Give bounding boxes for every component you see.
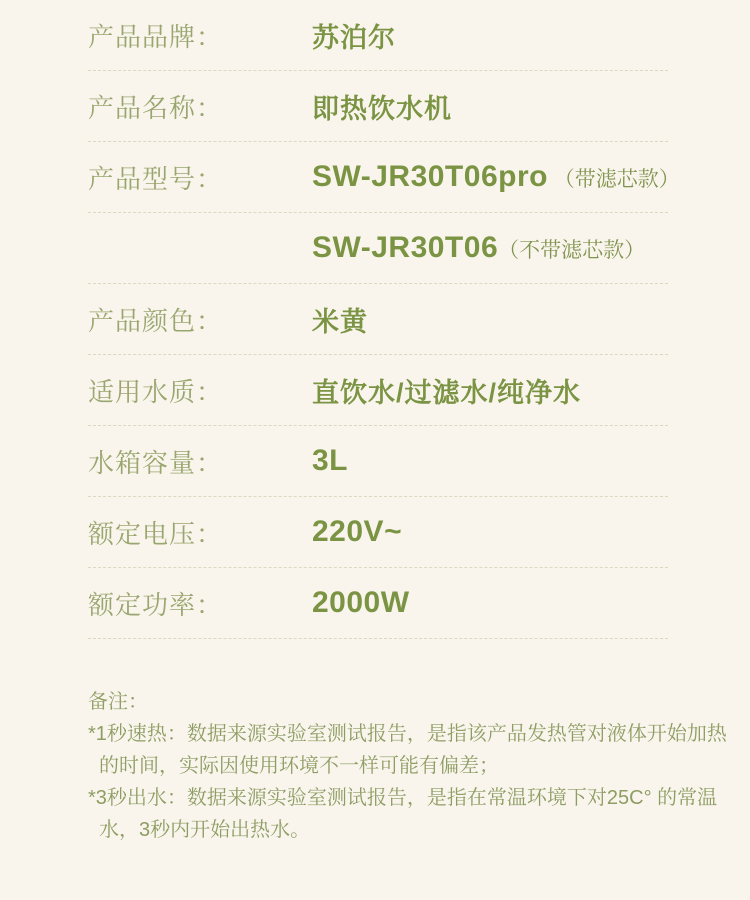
notes-title: 备注： — [88, 691, 148, 713]
spec-label-color: 产品颜色： — [88, 305, 224, 336]
spec-row-name — [88, 71, 668, 142]
notes-section — [88, 686, 727, 846]
spec-label-tank-capacity: 水箱容量： — [88, 447, 224, 478]
spec-value-water-type: 直饮水/过滤水/纯净水 — [312, 377, 582, 408]
spec-label-power: 额定功率： — [88, 589, 224, 620]
spec-value-model-1 — [312, 160, 680, 194]
spec-label-model: 产品型号： — [88, 163, 224, 194]
spec-label-name: 产品名称： — [88, 92, 224, 123]
spec-row-model-1 — [88, 142, 680, 213]
spec-row-tank-capacity — [88, 426, 668, 497]
model-number-2: SW-JR30T06 — [312, 231, 499, 264]
spec-value-name: 即热饮水机 — [312, 93, 452, 124]
spec-row-power — [88, 568, 668, 639]
spec-value-color: 米黄 — [312, 306, 368, 337]
spec-label-brand: 产品品牌： — [88, 21, 224, 52]
spec-row-color — [88, 284, 668, 355]
note-line-1: *1秒速热：数据来源实验室测试报告，是指该产品发热管对液体开始加热 — [88, 723, 727, 745]
spec-row-water-type — [88, 355, 668, 426]
model-number-1: SW-JR30T06pro — [312, 160, 548, 193]
spec-label-voltage: 额定电压： — [88, 518, 224, 549]
spec-row-brand — [88, 0, 668, 71]
spec-value-power: 2000W — [312, 586, 410, 619]
spec-value-voltage: 220V~ — [312, 515, 403, 548]
spec-row-model-2 — [88, 213, 668, 284]
spec-row-voltage — [88, 497, 668, 568]
note-line-4: 水，3秒内开始出热水。 — [99, 819, 311, 841]
model-variant-note-1: （带滤芯款） — [547, 168, 680, 191]
spec-table — [88, 0, 680, 639]
model-variant-note-2: （不带滤芯款） — [498, 239, 646, 262]
spec-value-brand: 苏泊尔 — [312, 22, 396, 53]
note-line-2: 的时间，实际因使用环境不一样可能有偏差； — [99, 755, 499, 777]
spec-value-tank-capacity: 3L — [312, 444, 349, 477]
note-line-3: *3秒出水：数据来源实验室测试报告，是指在常温环境下对25C° 的常温 — [88, 787, 718, 809]
spec-label-water-type: 适用水质： — [88, 376, 224, 407]
spec-value-model-2 — [312, 231, 645, 265]
